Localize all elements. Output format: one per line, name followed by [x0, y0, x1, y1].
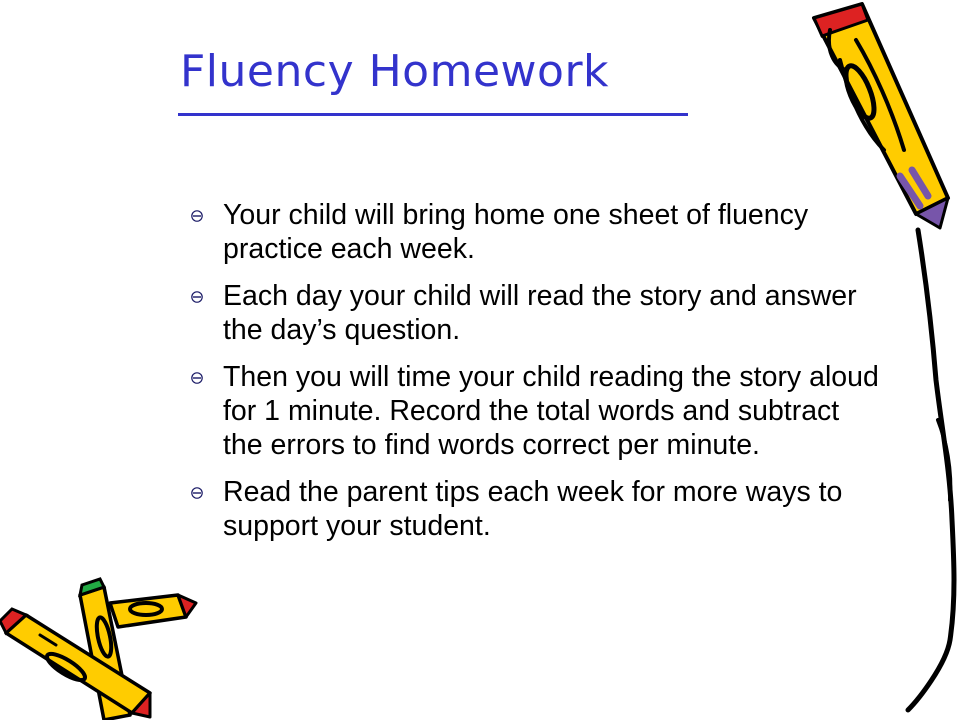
page-title: Fluency Homework [180, 46, 610, 97]
bullet-dot-icon [191, 487, 203, 499]
list-item [186, 475, 886, 543]
bullet-dot-icon [191, 210, 203, 222]
list-item [186, 360, 886, 462]
bullet-dot-icon [191, 291, 203, 303]
list-item [186, 279, 886, 347]
list-item-text: Each day your child will read the story and answer the day’s question. [223, 280, 857, 346]
crayons-icon [0, 575, 200, 720]
list-item-text: Then you will time your child reading the story aloud for 1 minute. Record the total words and subtract the errors to find words correct per minute. [223, 361, 879, 461]
pencil-icon [800, 0, 960, 720]
bullet-list [186, 198, 886, 556]
list-item-text: Your child will bring home one sheet of fluency practice each week. [223, 199, 809, 265]
list-item [186, 198, 886, 266]
list-item-text: Read the parent tips each week for more ways to support your student. [223, 476, 843, 542]
bullet-dot-icon [191, 372, 203, 384]
title-underline [178, 113, 688, 116]
